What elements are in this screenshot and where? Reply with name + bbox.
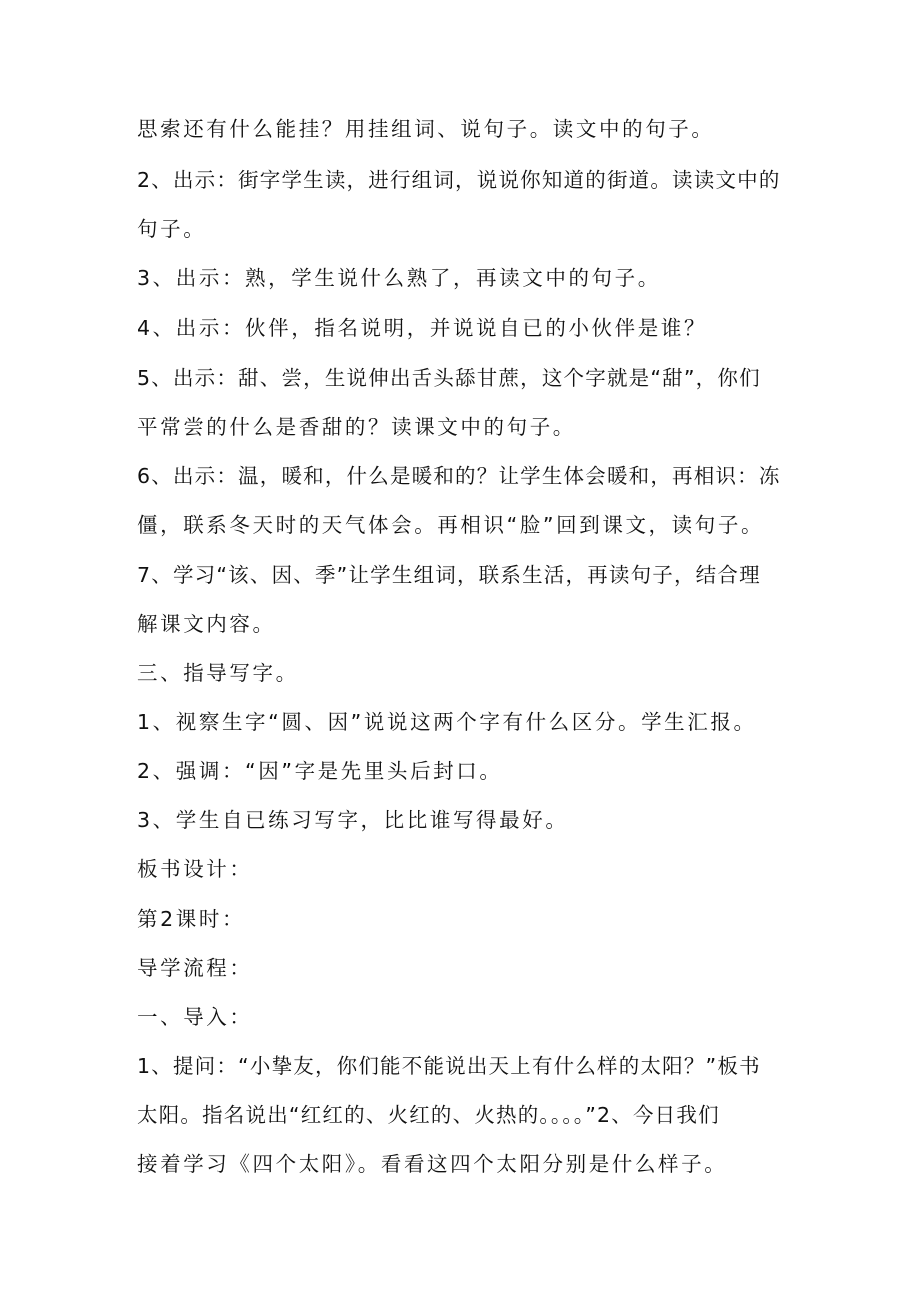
- text-line-3: 句子。: [137, 217, 207, 241]
- text-line-20: 1、提问：“小挚友，你们能不能说出天上有什么样的太阳？”板书: [137, 1054, 761, 1078]
- text-line-1: 思索还有什么能挂？用挂组词、说句子。读文中的句子。: [137, 117, 715, 141]
- text-line-8: 6、出示：温，暖和，什么是暖和的？让学生体会暖和，再相识：冻: [137, 464, 781, 488]
- text-line-4: 3、出示：熟，学生说什么熟了，再读文中的句子。: [137, 266, 661, 290]
- text-line-21: 太阳。指名说出“红红的、火红的、火热的。。。。”2、今日我们: [137, 1103, 720, 1127]
- text-line-5: 4、出示：伙伴，指名说明，并说说自已的小伙伴是谁？: [137, 316, 708, 340]
- text-line-15: 3、学生自已练习写字，比比谁写得最好。: [137, 808, 569, 832]
- section-heading-writing: 三、指导写字。: [137, 661, 299, 685]
- board-design-label: 板书设计：: [137, 857, 253, 881]
- text-line-9: 僵，联系冬天时的天气体会。再相识“脸”回到课文，读句子。: [137, 513, 765, 537]
- text-line-14: 2、强调：“因”字是先里头后封口。: [137, 759, 503, 783]
- text-line-6: 5、出示：甜、尝，生说伸出舌头舔甘蔗，这个字就是“甜”，你们: [137, 366, 761, 390]
- text-line-13: 1、视察生字“圆、因”说说这两个字有什么区分。学生汇报。: [137, 710, 757, 734]
- intro-heading: 一、导入：: [137, 1005, 253, 1029]
- text-line-11: 解课文内容。: [137, 612, 276, 636]
- guide-flow-heading: 导学流程：: [137, 956, 253, 980]
- text-line-7: 平常尝的什么是香甜的？读课文中的句子。: [137, 415, 576, 439]
- text-line-10: 7、学习“该、因、季”让学生组词，联系生活，再读句子，结合理: [137, 563, 761, 587]
- lesson-2-heading: 第2课时：: [137, 907, 246, 931]
- text-line-22: 接着学习《四个太阳》。看看这四个太阳分别是什么样子。: [137, 1152, 728, 1176]
- text-line-2: 2、出示：街字学生读，进行组词，说说你知道的街道。读读文中的: [137, 168, 781, 192]
